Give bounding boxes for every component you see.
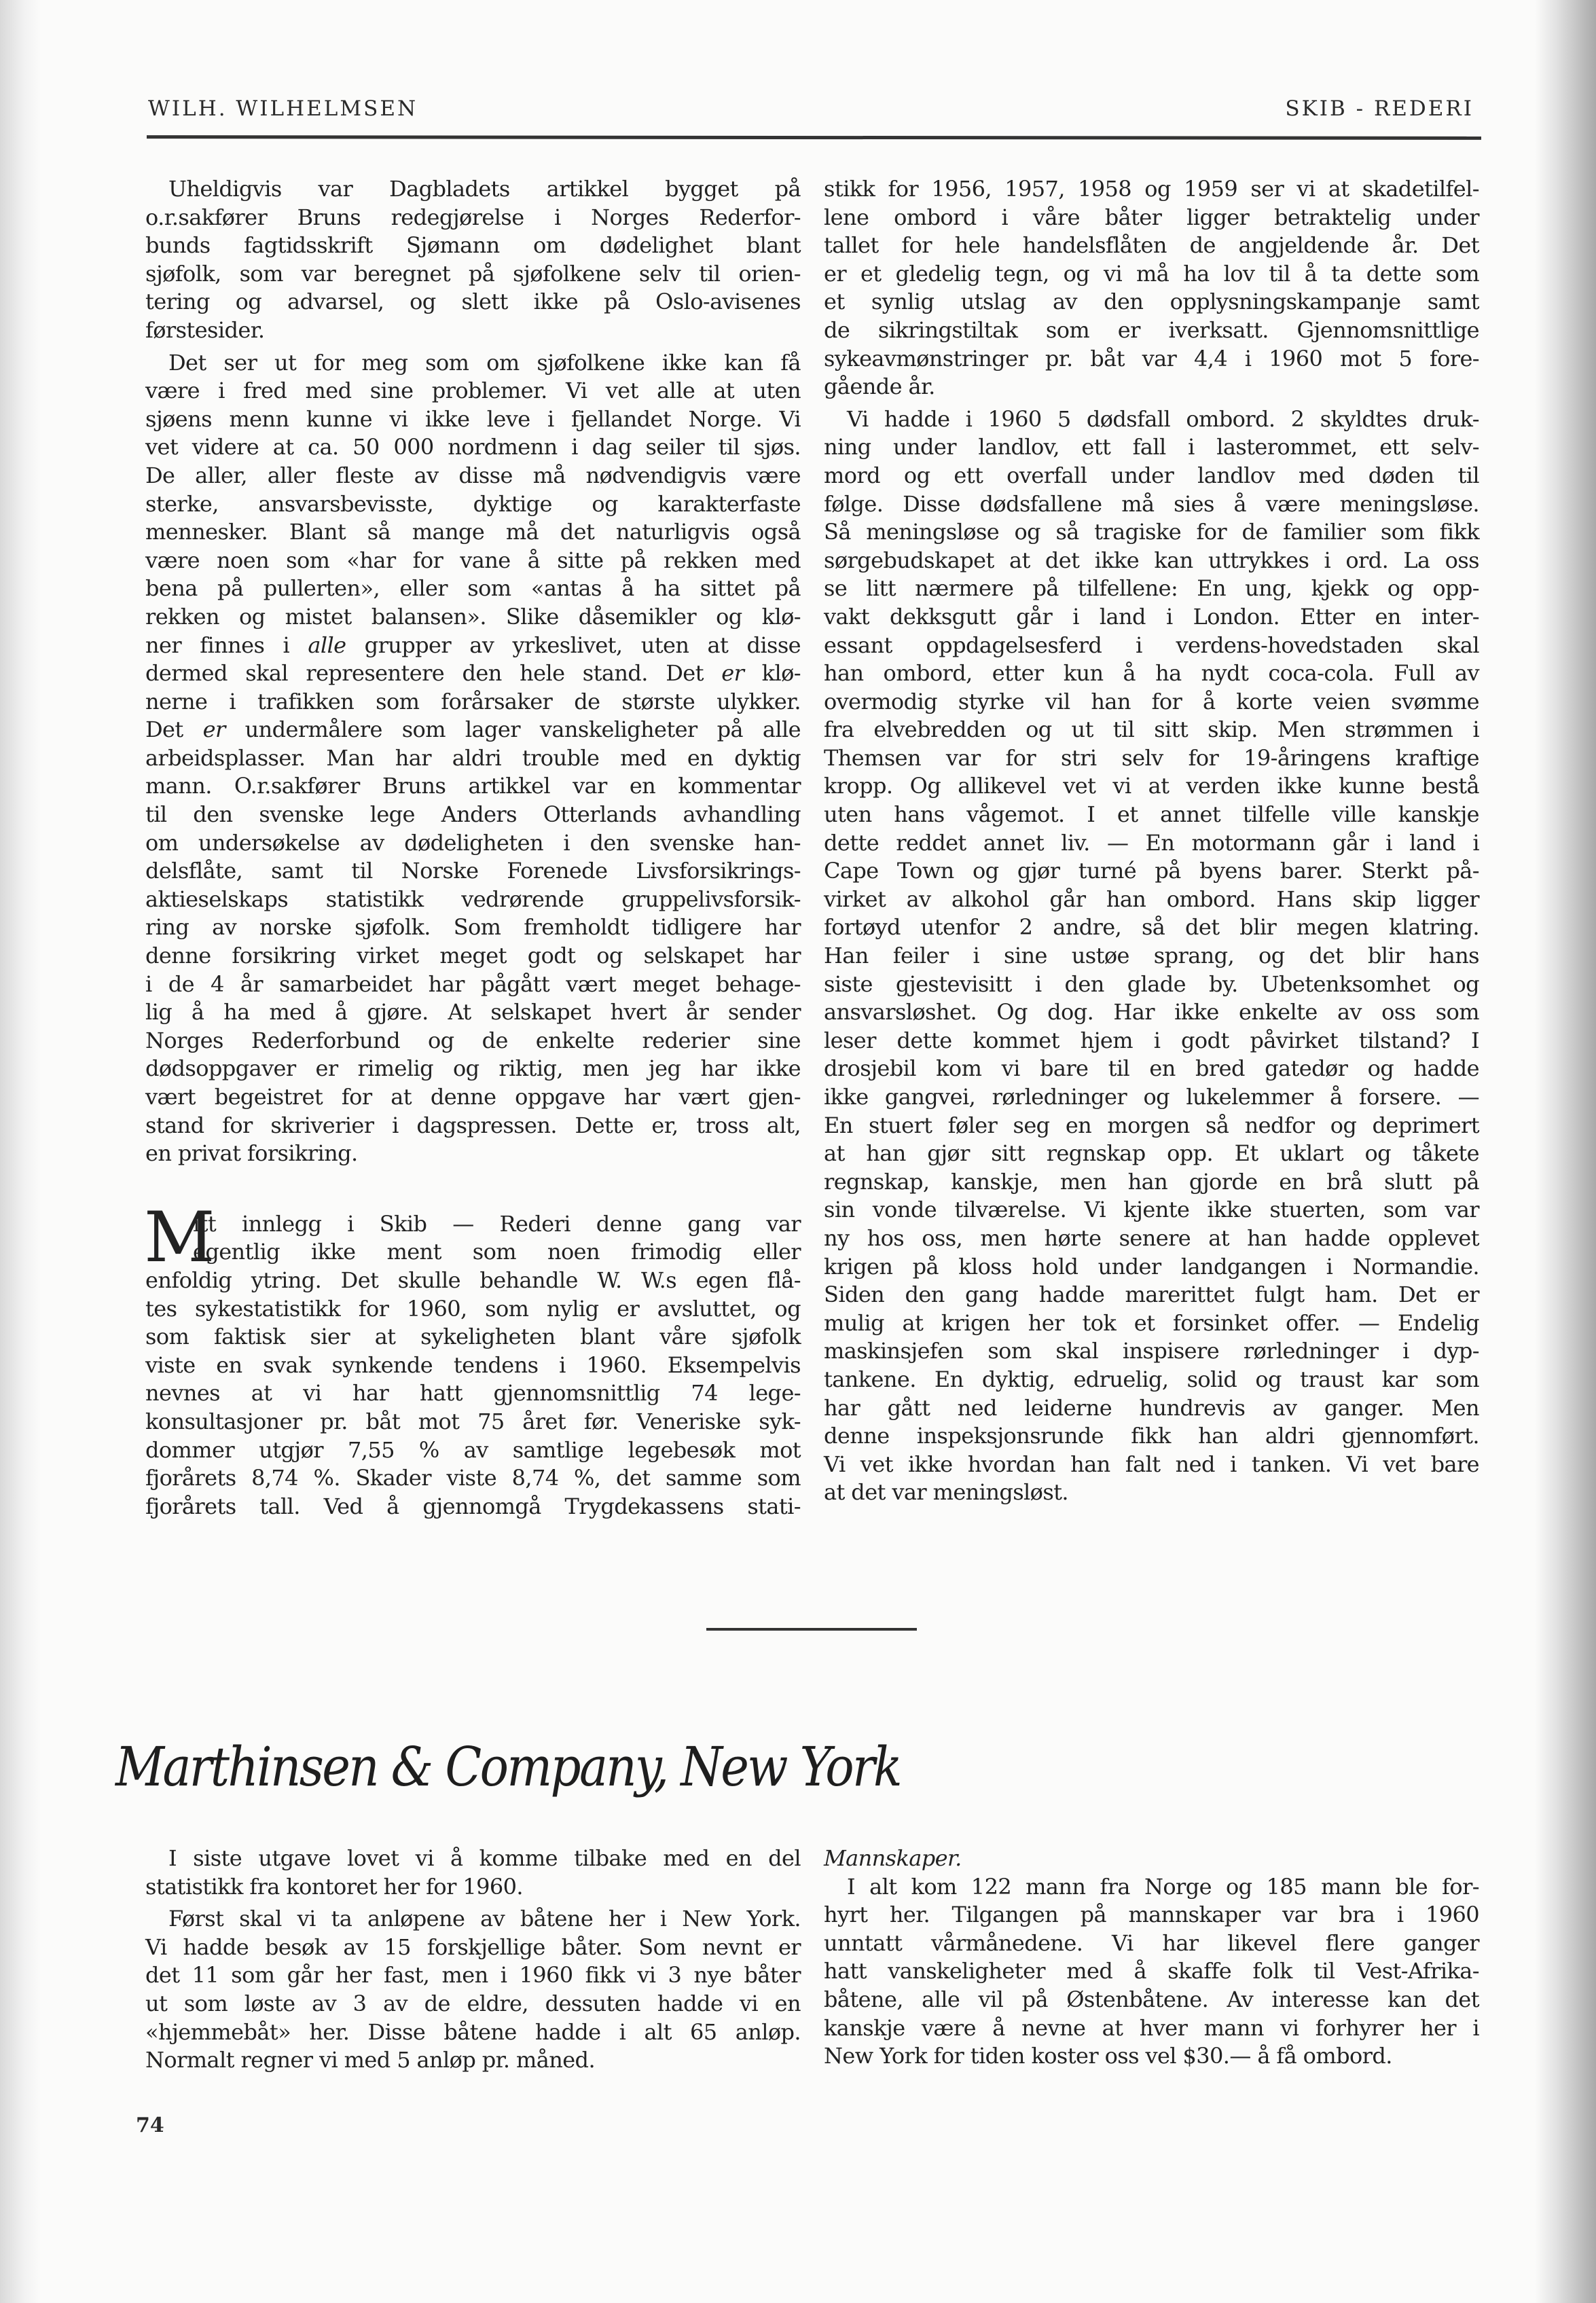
page-gutter-shadow-left: [0, 0, 41, 2303]
text-line: uten hans vågemot. I et annet tilfelle ville kanskje: [824, 801, 1479, 828]
text-line: denne forsikring virket meget godt og selskapet har: [145, 943, 801, 969]
article2-subheading: Mannskaper.: [824, 1845, 962, 1871]
article2-left-text: [145, 1845, 801, 2075]
running-head-right: SKIB - REDERI: [1285, 96, 1474, 121]
text-line: fra elvebredden og ut til sitt skip. Men strømmen i: [824, 717, 1479, 743]
dropcap-lines: [144, 1197, 801, 1278]
text-line: som faktisk sier at sykeligheten blant våre sjøfolk: [145, 1324, 801, 1350]
article1-left-text: [145, 175, 801, 1168]
text-line: mulig at krigen her tok et forsinket offer. — Endelig: [824, 1309, 1479, 1336]
text-line: dermed skal representere den hele stand. Det er klø-: [145, 660, 801, 687]
text-line: ut som løste av 3 av de eldre, dessuten hadde vi en: [145, 1990, 801, 2016]
text-line: I alt kom 122 mann fra Norge og 185 mann ble for-: [847, 1873, 1479, 1900]
text-line: Vi vet ikke hvordan han falt ned i tanken. Vi vet bare: [824, 1451, 1479, 1477]
text-line: delsflåte, samt til Norske Forenede Livsforsikrings-: [145, 858, 801, 884]
text-line: vært begeistret for at denne oppgave har vært gjen-: [145, 1084, 801, 1110]
text-line: leser dette kommet hjem i godt påvirket tilstand? I: [824, 1027, 1479, 1053]
text-line: unntatt vårmånedene. Vi har likevel flere ganger: [824, 1929, 1479, 1956]
text-line: at han gjør sitt regnskap opp. Et uklart og tåkete: [824, 1140, 1479, 1167]
text-line: Cape Town og gjør turné på byens barer. Sterkt på-: [824, 858, 1479, 884]
text-line: De aller, aller fleste av disse må nødvendigvis være: [145, 462, 801, 488]
text-line: tering og advarsel, og slett ikke på Oslo-avisenes: [145, 289, 801, 315]
page-number: 74: [136, 2114, 164, 2137]
text-line: maskinsjefen som skal inspisere rørledninger i dyp-: [824, 1338, 1479, 1364]
text-line: ning under landlov, ett fall i lasterommet, ett selv-: [824, 434, 1479, 460]
text-line: itt innlegg i Skib — Rederi denne gang var: [193, 1210, 801, 1237]
text-line: aktieselskaps statistikk vedrørende gruppelivsforsik-: [145, 886, 801, 912]
text-line: denne inspeksjonsrunde fikk han aldri gjennomført.: [824, 1423, 1479, 1449]
text-line: egentlig ikke ment som noen frimodig eller: [193, 1239, 801, 1265]
text-line: kanskje være å nevne at hver mann vi forhyrer her i: [824, 2014, 1479, 2041]
text-line: dette reddet annet liv. — En motormann går i land i: [824, 829, 1479, 856]
text-line: siste gjestevisitt i den glade by. Ubetenksomhet og: [824, 971, 1479, 997]
text-line: Det er undermålere som lager vanskeligheter på alle: [145, 717, 801, 743]
text-line: Det ser ut for meg som om sjøfolkene ikke kan få: [168, 349, 801, 376]
text-line: mennesker. Blant så mange må det naturligvis også: [145, 519, 801, 545]
text-line: en privat forsikring.: [145, 1140, 358, 1167]
text-line: se litt nærmere på tilfellene: En ung, kjekk og opp-: [824, 575, 1479, 602]
text-line: nevnes at vi har hatt gjennomsnittlig 74 lege-: [145, 1380, 801, 1407]
text-line: være i fred med sine problemer. Vi vet alle at uten: [145, 378, 801, 404]
text-line: de sikringstiltak som er iverksatt. Gjennomsnittlige: [824, 316, 1479, 343]
text-line: arbeidsplasser. Man har aldri trouble med en dyktig: [145, 744, 801, 771]
text-line: viste en svak synkende tendens i 1960. Eksempelvis: [145, 1352, 801, 1378]
text-line: båtene, alle vil på Østenbåtene. Av interesse kan det: [824, 1986, 1479, 2012]
text-line: sørgebudskapet at det ikke kan uttrykkes i ord. La oss: [824, 547, 1479, 573]
text-line: «hjemmebåt» her. Disse båtene hadde i alt 65 anløp.: [145, 2018, 801, 2045]
text-line: Vi hadde besøk av 15 forskjellige båter. Som nevnt er: [145, 1934, 801, 1960]
article1-right-column: [824, 175, 1479, 1507]
text-line: statistikk fra kontoret her for 1960.: [145, 1873, 523, 1900]
text-line: bunds fagtidsskrift Sjømann om dødelighet blant: [145, 232, 801, 259]
text-line: drosjebil kom vi bare til en bred gatedør og hadde: [824, 1055, 1479, 1082]
text-line: New York for tiden koster oss vel $30.— å få ombord.: [824, 2043, 1392, 2069]
text-line: det 11 som går her fast, men i 1960 fikk vi 3 nye båter: [145, 1962, 801, 1989]
text-line: fjorårets tall. Ved å gjennomgå Trygdekassens stati-: [145, 1493, 801, 1519]
text-line: Så meningsløse og så tragiske for de familier som fikk: [824, 519, 1479, 545]
emphasis: alle: [308, 632, 346, 658]
article2-right-text: [824, 1873, 1479, 2071]
text-line: være noen som «har for vane å sitte på rekken med: [145, 547, 801, 573]
text-line: Norges Rederforbund og de enkelte rederier sine: [145, 1027, 801, 1053]
text-line: enfoldig ytring. Det skulle behandle W. W.s egen flå-: [145, 1267, 801, 1293]
text-line: han ombord, etter kun å ha nydt coca-cola. Full av: [824, 660, 1479, 687]
text-line: førstesider.: [145, 316, 265, 343]
text-line: nerne i trafikken som forårsaker de største ulykker.: [145, 688, 801, 714]
text-line: Vi hadde i 1960 5 dødsfall ombord. 2 skyldtes druk-: [847, 405, 1479, 432]
text-line: regnskap, kanskje, men han gjorde en brå slutt på: [824, 1168, 1479, 1195]
article1-left-text-continued: [145, 1267, 801, 1521]
dropcap-letter: M: [144, 1197, 215, 1278]
text-line: hatt vanskeligheter med å skaffe folk til Vest-Afrika-: [824, 1958, 1479, 1984]
text-line: hyrt her. Tilgangen på mannskaper var bra i 1960: [824, 1902, 1479, 1928]
text-line: Themsen var for stri selv for 19-åringens kraftige: [824, 744, 1479, 771]
dropcap-paragraph: [144, 1197, 801, 1278]
text-line: kropp. Og allikevel vet vi at verden ikke kunne bestå: [824, 773, 1479, 799]
text-line: er et gledelig tegn, og vi må ha lov til å ta dette som: [824, 260, 1479, 287]
text-line: Siden den gang hadde marerittet fulgt ham. Det er: [824, 1282, 1479, 1308]
emphasis: er: [202, 717, 225, 743]
text-line: stand for skriverier i dagspressen. Dette er, tross alt,: [145, 1112, 801, 1138]
text-line: fjorårets 8,74 %. Skader viste 8,74 %, det samme som: [145, 1465, 801, 1491]
text-line: lene ombord i våre båter ligger betraktelig under: [824, 204, 1479, 230]
text-line: et synlig utslag av den opplysningskampanje samt: [824, 289, 1479, 315]
text-line: gående år.: [824, 374, 935, 400]
article2-left-column: [145, 1845, 801, 2075]
text-line: overmodig styrke vil han for å korte veien svømme: [824, 688, 1479, 714]
text-line: dommer utgjør 7,55 % av samtlige legebesøk mot: [145, 1436, 801, 1463]
text-line: sterke, ansvarsbevisste, dyktige og karakterfaste: [145, 490, 801, 517]
text-line: fortøyd utenfor 2 andre, så det blir megen klatring.: [824, 914, 1479, 941]
text-line: stikk for 1956, 1957, 1958 og 1959 ser vi at skadetilfel-: [824, 176, 1479, 202]
text-line: lig å ha med å gjøre. At selskapet hvert år sender: [145, 999, 801, 1026]
text-line: o.r.sakfører Bruns redegjørelse i Norges Rederfor-: [145, 204, 801, 230]
running-head-left: WILH. WILHELMSEN: [148, 96, 418, 121]
text-line: at det var meningsløst.: [824, 1479, 1068, 1506]
text-line: ny hos oss, men hørte senere at han hadde opplevet: [824, 1225, 1479, 1251]
text-line: ikke gangvei, rørledninger og lukelemmer å forsere. —: [824, 1084, 1479, 1110]
text-line: krigen på kloss hold under landgangen i Normandie.: [824, 1253, 1479, 1280]
text-line: sjøens menn kunne vi ikke leve i fjellandet Norge. Vi: [145, 405, 801, 432]
text-line: til den svenske lege Anders Otterlands avhandling: [145, 801, 801, 828]
text-line: sjøfolk, som var beregnet på sjøfolkene selv til orien-: [145, 260, 801, 287]
text-line: om undersøkelse av dødeligheten i den svenske han-: [145, 829, 801, 856]
article2-right-column: [824, 1845, 1479, 2071]
text-line: i de 4 år samarbeidet har pågått vært meget behage-: [145, 971, 801, 997]
text-line: I siste utgave lovet vi å komme tilbake med en del: [168, 1845, 801, 1871]
emphasis: er: [721, 660, 744, 687]
text-line: vakt dekksgutt går i land i London. Etter en inter-: [824, 603, 1479, 630]
text-line: bena på pullerten», eller som «antas å ha sittet på: [145, 575, 801, 602]
text-line: virket av alkohol går han ombord. Hans skip ligger: [824, 886, 1479, 912]
text-line: sin vonde tilværelse. Vi kjente ikke stuerten, som var: [824, 1197, 1479, 1223]
article2-title: Marthinsen & Company, New York: [115, 1735, 901, 1798]
text-line: følge. Disse dødsfallene må sies å være meningsløse.: [824, 490, 1479, 517]
text-line: mord og ett overfall under landlov med døden til: [824, 462, 1479, 488]
article1-left-column: [145, 175, 801, 1521]
text-line: rekken og mistet balansen». Slike dåsemikler og klø-: [145, 603, 801, 630]
text-line: Normalt regner vi med 5 anløp pr. måned.: [145, 2047, 596, 2073]
article1-right-text: [824, 175, 1479, 1507]
text-line: Først skal vi ta anløpene av båtene her i New York.: [168, 1906, 801, 1932]
text-line: vet videre at ca. 50 000 nordmenn i dag seiler til sjøs.: [145, 434, 801, 460]
text-line: har gått ned leiderne hundrevis av ganger. Men: [824, 1394, 1479, 1421]
text-line: tes sykestatistikk for 1960, som nylig er avsluttet, og: [145, 1295, 801, 1322]
text-line: mann. O.r.sakfører Bruns artikkel var en kommentar: [145, 773, 801, 799]
text-line: Uheldigvis var Dagbladets artikkel bygget på: [168, 176, 801, 202]
text-line: dødsoppgaver er rimelig og riktig, men jeg har ikke: [145, 1055, 801, 1082]
page-gutter-shadow-right: [1535, 0, 1596, 2303]
text-line: essant oppdagelsesferd i verdens-hovedstaden skal: [824, 632, 1479, 658]
text-line: ansvarsløshet. Og dog. Har ikke enkelte av oss som: [824, 999, 1479, 1026]
text-line: tallet for hele handelsflåten de angjeldende år. Det: [824, 232, 1479, 259]
text-line: ring av norske sjøfolk. Som fremholdt tidligere har: [145, 914, 801, 941]
header-rule: [147, 135, 1481, 140]
text-line: tankene. En dyktig, edruelig, solid og traust kar som: [824, 1366, 1479, 1392]
text-line: ner finnes i alle grupper av yrkeslivet, uten at disse: [145, 632, 801, 658]
text-line: sykeavmønstringer pr. båt var 4,4 i 1960 mot 5 fore-: [824, 345, 1479, 371]
text-line: konsultasjoner pr. båt mot 75 året før. Veneriske syk-: [145, 1408, 801, 1434]
text-line: Han feiler i sine ustøe sprang, og det blir hans: [824, 943, 1479, 969]
section-divider-rule: [706, 1628, 917, 1631]
text-line: En stuert føler seg en morgen så nedfor og deprimert: [824, 1112, 1479, 1138]
